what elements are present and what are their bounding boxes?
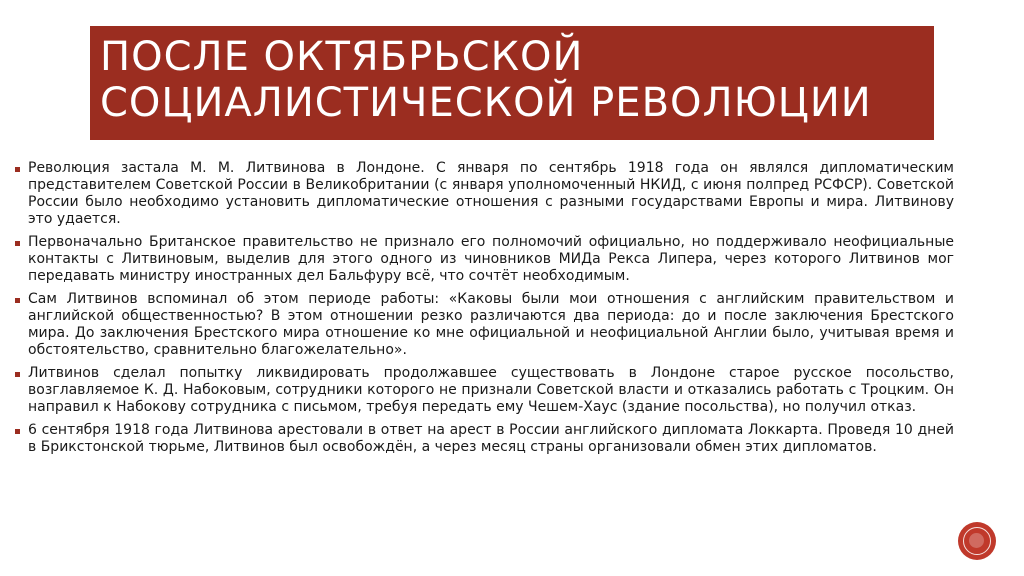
logo-core: [969, 533, 984, 548]
circle-logo-icon: [958, 522, 996, 560]
bullet-text: Сам Литвинов вспоминал об этом периоде работы: «Каковы были мои отношения с английским правительством и английской общественностью? В этом отношении резко различаются два периода: до и после заключения Брестского мира. До заключения Брестского мира отношение ко мне официальной и неофициальной Англии было, учитывая время и обстоятельство, сравнительно благожелательно».: [28, 291, 954, 358]
square-bullet-icon: [15, 241, 20, 246]
bullet-text: 6 сентября 1918 года Литвинова арестовали в ответ на арест в России английского дипломата Локкарта. Проведя 10 дней в Брикстонской тюрьме, Литвинов был освобождён, а через месяц страны организовали обмен этих дипломатов.: [28, 422, 954, 455]
title-banner: [90, 26, 934, 140]
bullet-text: Революция застала М. М. Литвинова в Лондоне. С января по сентябрь 1918 года он являлся дипломатическим представителем Советской России в Великобритании (с января уполномоченный НКИД, с июня полпред РСФСР). Советской России было необходимо установить дипломатические отношения с разными государствами Европы и мира. Литвинову это удается.: [28, 160, 954, 227]
slide-title: ПОСЛЕ ОКТЯБРЬСКОЙ СОЦИАЛИСТИЧЕСКОЙ РЕВОЛЮЦИИ: [100, 34, 872, 126]
bullet-item: [14, 160, 954, 228]
bullet-text: Первоначально Британское правительство не признало его полномочий официально, но поддерживало неофициальные контакты с Литвиновым, выделив для этого одного из чиновников МИДа Рекса Липера, через которого Литвинов мог передавать министру иностранных дел Бальфуру всё, что сочтёт необходимым.: [28, 234, 954, 284]
bullet-list: [14, 160, 954, 462]
square-bullet-icon: [15, 298, 20, 303]
logo-ring: [963, 527, 991, 555]
square-bullet-icon: [15, 167, 20, 172]
square-bullet-icon: [15, 429, 20, 434]
bullet-item: [14, 291, 954, 359]
bullet-text: Литвинов сделал попытку ликвидировать продолжавшее существовать в Лондоне старое русское посольство, возглавляемое К. Д. Набоковым, сотрудники которого не признали Советской власти и отказались работать с Троцким. Он направил к Набокову сотрудника с письмом, требуя передать ему Чешем-Хаус (здание посольства), но получил отказ.: [28, 365, 954, 415]
bullet-item: [14, 422, 954, 456]
square-bullet-icon: [15, 372, 20, 377]
bullet-item: [14, 365, 954, 416]
bullet-item: [14, 234, 954, 285]
